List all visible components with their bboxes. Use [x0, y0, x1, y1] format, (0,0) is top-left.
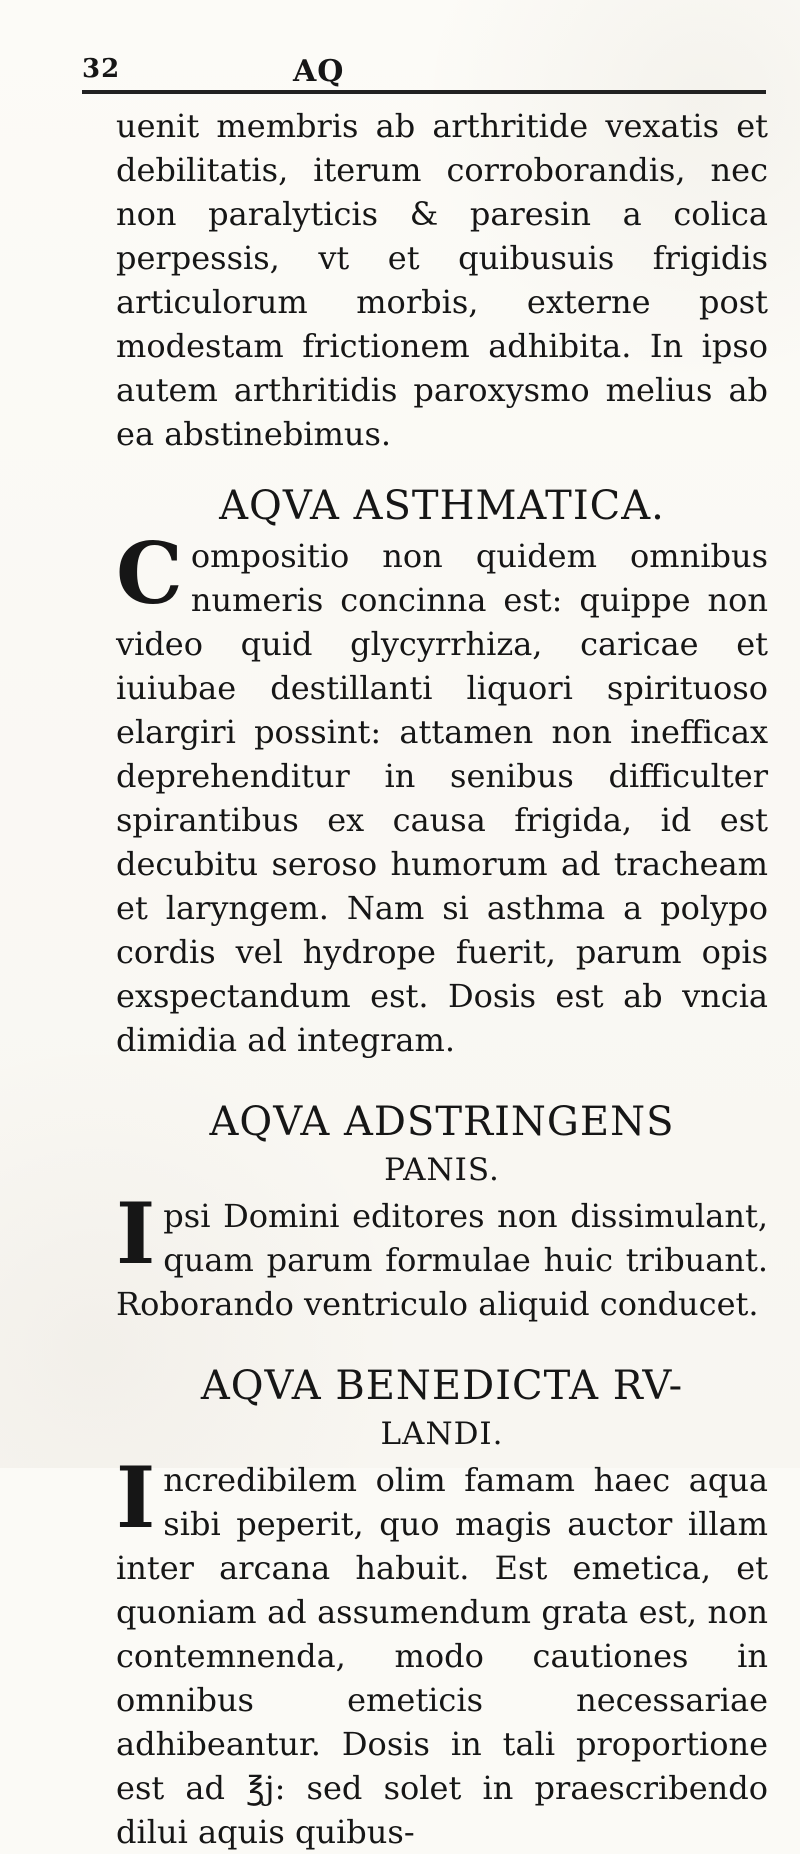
drop-cap-i-2: I — [116, 1448, 156, 1547]
section-body-aqua-adstringens — [116, 1184, 768, 1326]
section-subtitle-landi: LANDI. — [380, 1416, 504, 1452]
section-text-aqua-benedicta: ncredibilem olim famam haec aqua sibi peperit, quo magis auctor illam inter arcana habuit. Est emetica, et quoniam ad assumendum grata est, non contemnenda, modo cautiones in omnibus emeticis necessariae adhibeantur. Dosis in tali proportione est ad ℥j: sed solet in praescribendo dilui aquis quibus- — [116, 1461, 768, 1851]
section-text-aqua-adstringens: psi Domini editores non dissimulant, quam parum formulae huic tribuant. Roborando ventriculo aliquid conducet. — [116, 1197, 768, 1323]
running-header — [82, 54, 766, 88]
header-rule — [82, 90, 766, 94]
page-number: 32 — [82, 54, 121, 84]
catchword: AQ — [293, 54, 345, 89]
section-title-aqua-asthmatica: AQVA ASTHMATICA. — [219, 483, 665, 529]
section-title-aqua-adstringens: AQVA ADSTRINGENS — [209, 1099, 675, 1145]
section-spacer — [116, 1062, 768, 1072]
section-aqua-adstringens — [116, 1100, 768, 1326]
section-aqua-asthmatica — [116, 484, 768, 1062]
section-body-aqua-benedicta — [116, 1448, 768, 1854]
section-subtitle-panis: PANIS. — [384, 1152, 500, 1188]
section-aqua-benedicta-rulandi — [116, 1364, 768, 1854]
section-spacer-2 — [116, 1326, 768, 1336]
page-content — [116, 104, 768, 1854]
drop-cap-i-1: I — [116, 1184, 156, 1283]
section-title-aqua-benedicta: AQVA BENEDICTA RV- — [200, 1363, 684, 1409]
intro-paragraph: uenit membris ab arthritide vexatis et debilitatis, iterum corroborandis, nec non paralyticis & paresin a colica perpessis, vt et quibusuis frigidis articulorum morbis, externe post modestam frictionem adhibita. In ipso autem arthritidis paroxysmo melius ab ea abstinebimus. — [116, 107, 768, 453]
section-body-aqua-asthmatica — [116, 524, 768, 1062]
section-text-aqua-asthmatica: ompositio non quidem omnibus numeris concinna est: quippe non video quid glycyrrhiza, caricae et iuiubae destillanti liquori spirituoso elargiri possint: attamen non inefficax deprehenditur in senibus difficulter spirantibus ex causa frigida, id est decubitu seroso humorum ad tracheam et laryngem. Nam si asthma a polypo cordis vel hydrope fuerit, parum opis exspectandum est. Dosis est ab vncia dimidia ad integram. — [116, 537, 768, 1059]
drop-cap-c: C — [116, 524, 183, 623]
